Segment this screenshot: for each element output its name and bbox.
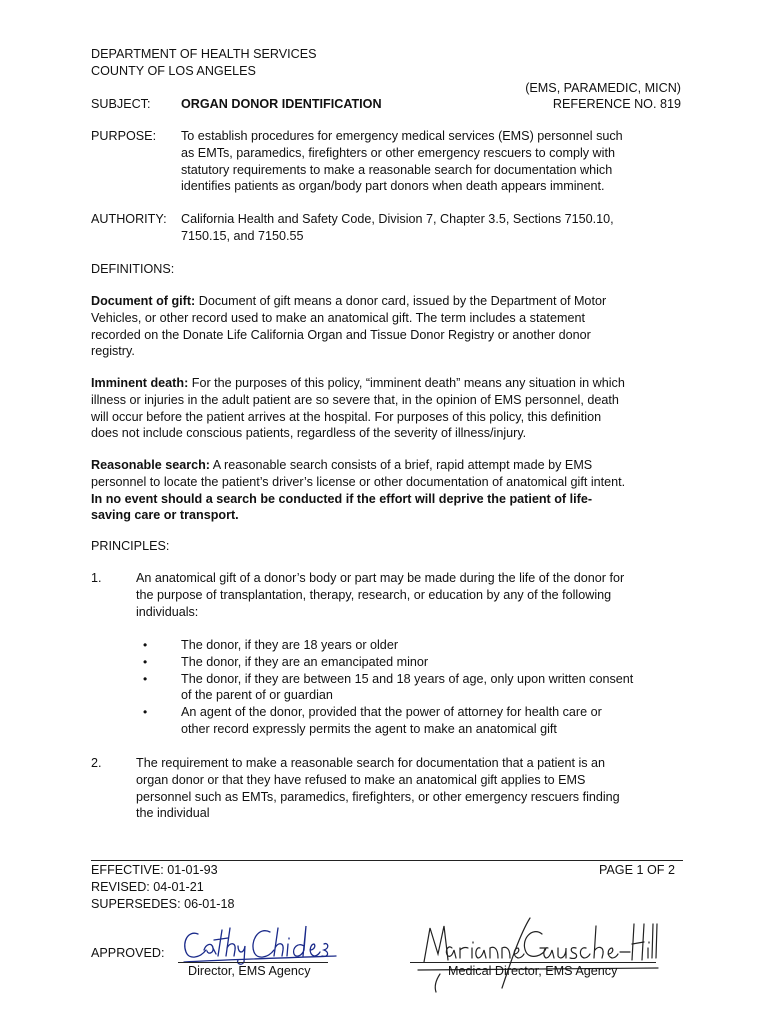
footer-divider — [91, 860, 683, 861]
effective-date: EFFECTIVE: 01-01-93 — [91, 863, 218, 877]
bullet-line: other record expressly permits the agent to make an anatomical gift — [181, 721, 557, 736]
definition-term: Imminent death: — [91, 376, 189, 390]
bullet-line: • The donor, if they are an emancipated minor — [181, 654, 429, 669]
definitions-heading: DEFINITIONS: — [91, 262, 175, 276]
department-name: DEPARTMENT OF HEALTH SERVICES — [91, 47, 317, 61]
definition-text: Document of gift means a donor card, issued by the Department of Motor — [195, 294, 607, 308]
principles-heading: PRINCIPLES: — [91, 539, 170, 553]
purpose-line: as EMTs, paramedics, firefighters or other emergency rescuers to comply with — [181, 145, 615, 160]
purpose-text — [181, 128, 683, 195]
subject-title: ORGAN DONOR IDENTIFICATION — [181, 97, 382, 111]
page-number: PAGE 1 OF 2 — [598, 863, 675, 877]
scope: (EMS, PARAMEDIC, MICN) — [525, 81, 681, 95]
principle-line: personnel such as EMTs, paramedics, firefighters, or other emergency rescuers finding — [136, 789, 620, 804]
bullet-line: • An agent of the donor, provided that the power of attorney for health care or — [181, 705, 602, 720]
county-name: COUNTY OF LOS ANGELES — [91, 64, 256, 78]
principle-line: organ donor or that they have refused to make an anatomical gift applies to EMS — [136, 772, 586, 787]
definition-line: recorded on the Donate Life California Organ and Tissue Donor Registry or another donor — [91, 327, 591, 342]
list-item — [143, 654, 688, 671]
list-item — [143, 671, 688, 705]
approved-label: APPROVED: — [91, 946, 165, 960]
definition-line: registry. — [91, 344, 135, 359]
principle-number: 1. — [91, 571, 102, 585]
definition-line: Vehicles, or other record used to make an anatomical gift. The term includes a statement — [91, 310, 585, 325]
definition-term: Reasonable search: — [91, 458, 210, 472]
bullet-line: • The donor, if they are between 15 and 18 years of age, only upon written consent — [181, 671, 634, 686]
subject-label: SUBJECT: — [91, 97, 151, 111]
medical-director-title: Medical Director, EMS Agency — [448, 964, 618, 978]
purpose-line: To establish procedures for emergency medical services (EMS) personnel such — [181, 129, 623, 143]
list-item — [143, 704, 688, 738]
reference-number: REFERENCE NO. 819 — [552, 97, 681, 111]
purpose-label: PURPOSE: — [91, 129, 157, 143]
bullet-line: of the parent of or guardian — [181, 688, 333, 703]
list-item — [143, 637, 688, 654]
purpose-line: identifies patients as organ/body part donors when death appears imminent. — [181, 179, 605, 194]
revised-date: REVISED: 04-01-21 — [91, 880, 204, 894]
definition-text: A reasonable search consists of a brief, rapid attempt made by EMS — [210, 458, 593, 472]
definition-line: does not include conscious patients, regardless of the severity of illness/injury. — [91, 426, 527, 441]
principle-line: individuals: — [136, 604, 199, 619]
definition-line: illness or injuries in the adult patient are so severe that, in the opinion of EMS personnel, death — [91, 392, 619, 407]
director-signature — [178, 920, 338, 966]
purpose-line: statutory requirements to make a reasonable search for documentation which — [181, 162, 613, 177]
definition-reasonable-search — [91, 457, 683, 524]
authority-label: AUTHORITY: — [91, 212, 167, 226]
supersedes-date: SUPERSEDES: 06-01-18 — [91, 897, 235, 911]
definition-line: will occur before the patient arrives at the hospital. For purposes of this policy, this definition — [91, 409, 602, 424]
principle-line: The requirement to make a reasonable search for documentation that a patient is an — [136, 756, 606, 770]
principle-1-text — [136, 570, 684, 620]
authority-line: California Health and Safety Code, Division 7, Chapter 3.5, Sections 7150.10, — [181, 212, 614, 226]
principle-1-bullets — [143, 637, 688, 738]
definition-warning-line: saving care or transport. — [91, 508, 239, 523]
principle-line: the individual — [136, 806, 210, 821]
definition-document-of-gift — [91, 293, 683, 360]
bullet-line: • The donor, if they are 18 years or older — [181, 638, 399, 652]
principle-line: the purpose of transplantation, therapy, research, or education by any of the following — [136, 587, 612, 602]
definition-warning-line: In no event should a search be conducted if the effort will deprive the patient of life- — [91, 491, 593, 506]
authority-line: 7150.15, and 7150.55 — [181, 228, 304, 243]
principle-2-text — [136, 755, 684, 822]
authority-text — [181, 211, 683, 245]
principle-number: 2. — [91, 756, 102, 770]
definition-line: personnel to locate the patient’s driver’s license or other documentation of anatomical gift intent. — [91, 474, 626, 489]
principle-line: An anatomical gift of a donor’s body or part may be made during the life of the donor for — [136, 571, 625, 585]
director-title: Director, EMS Agency — [188, 964, 311, 978]
definition-imminent-death — [91, 375, 683, 442]
definition-term: Document of gift: — [91, 294, 196, 308]
definition-text: For the purposes of this policy, “imminent death” means any situation in which — [188, 376, 625, 390]
medical-director-signature — [410, 904, 660, 994]
